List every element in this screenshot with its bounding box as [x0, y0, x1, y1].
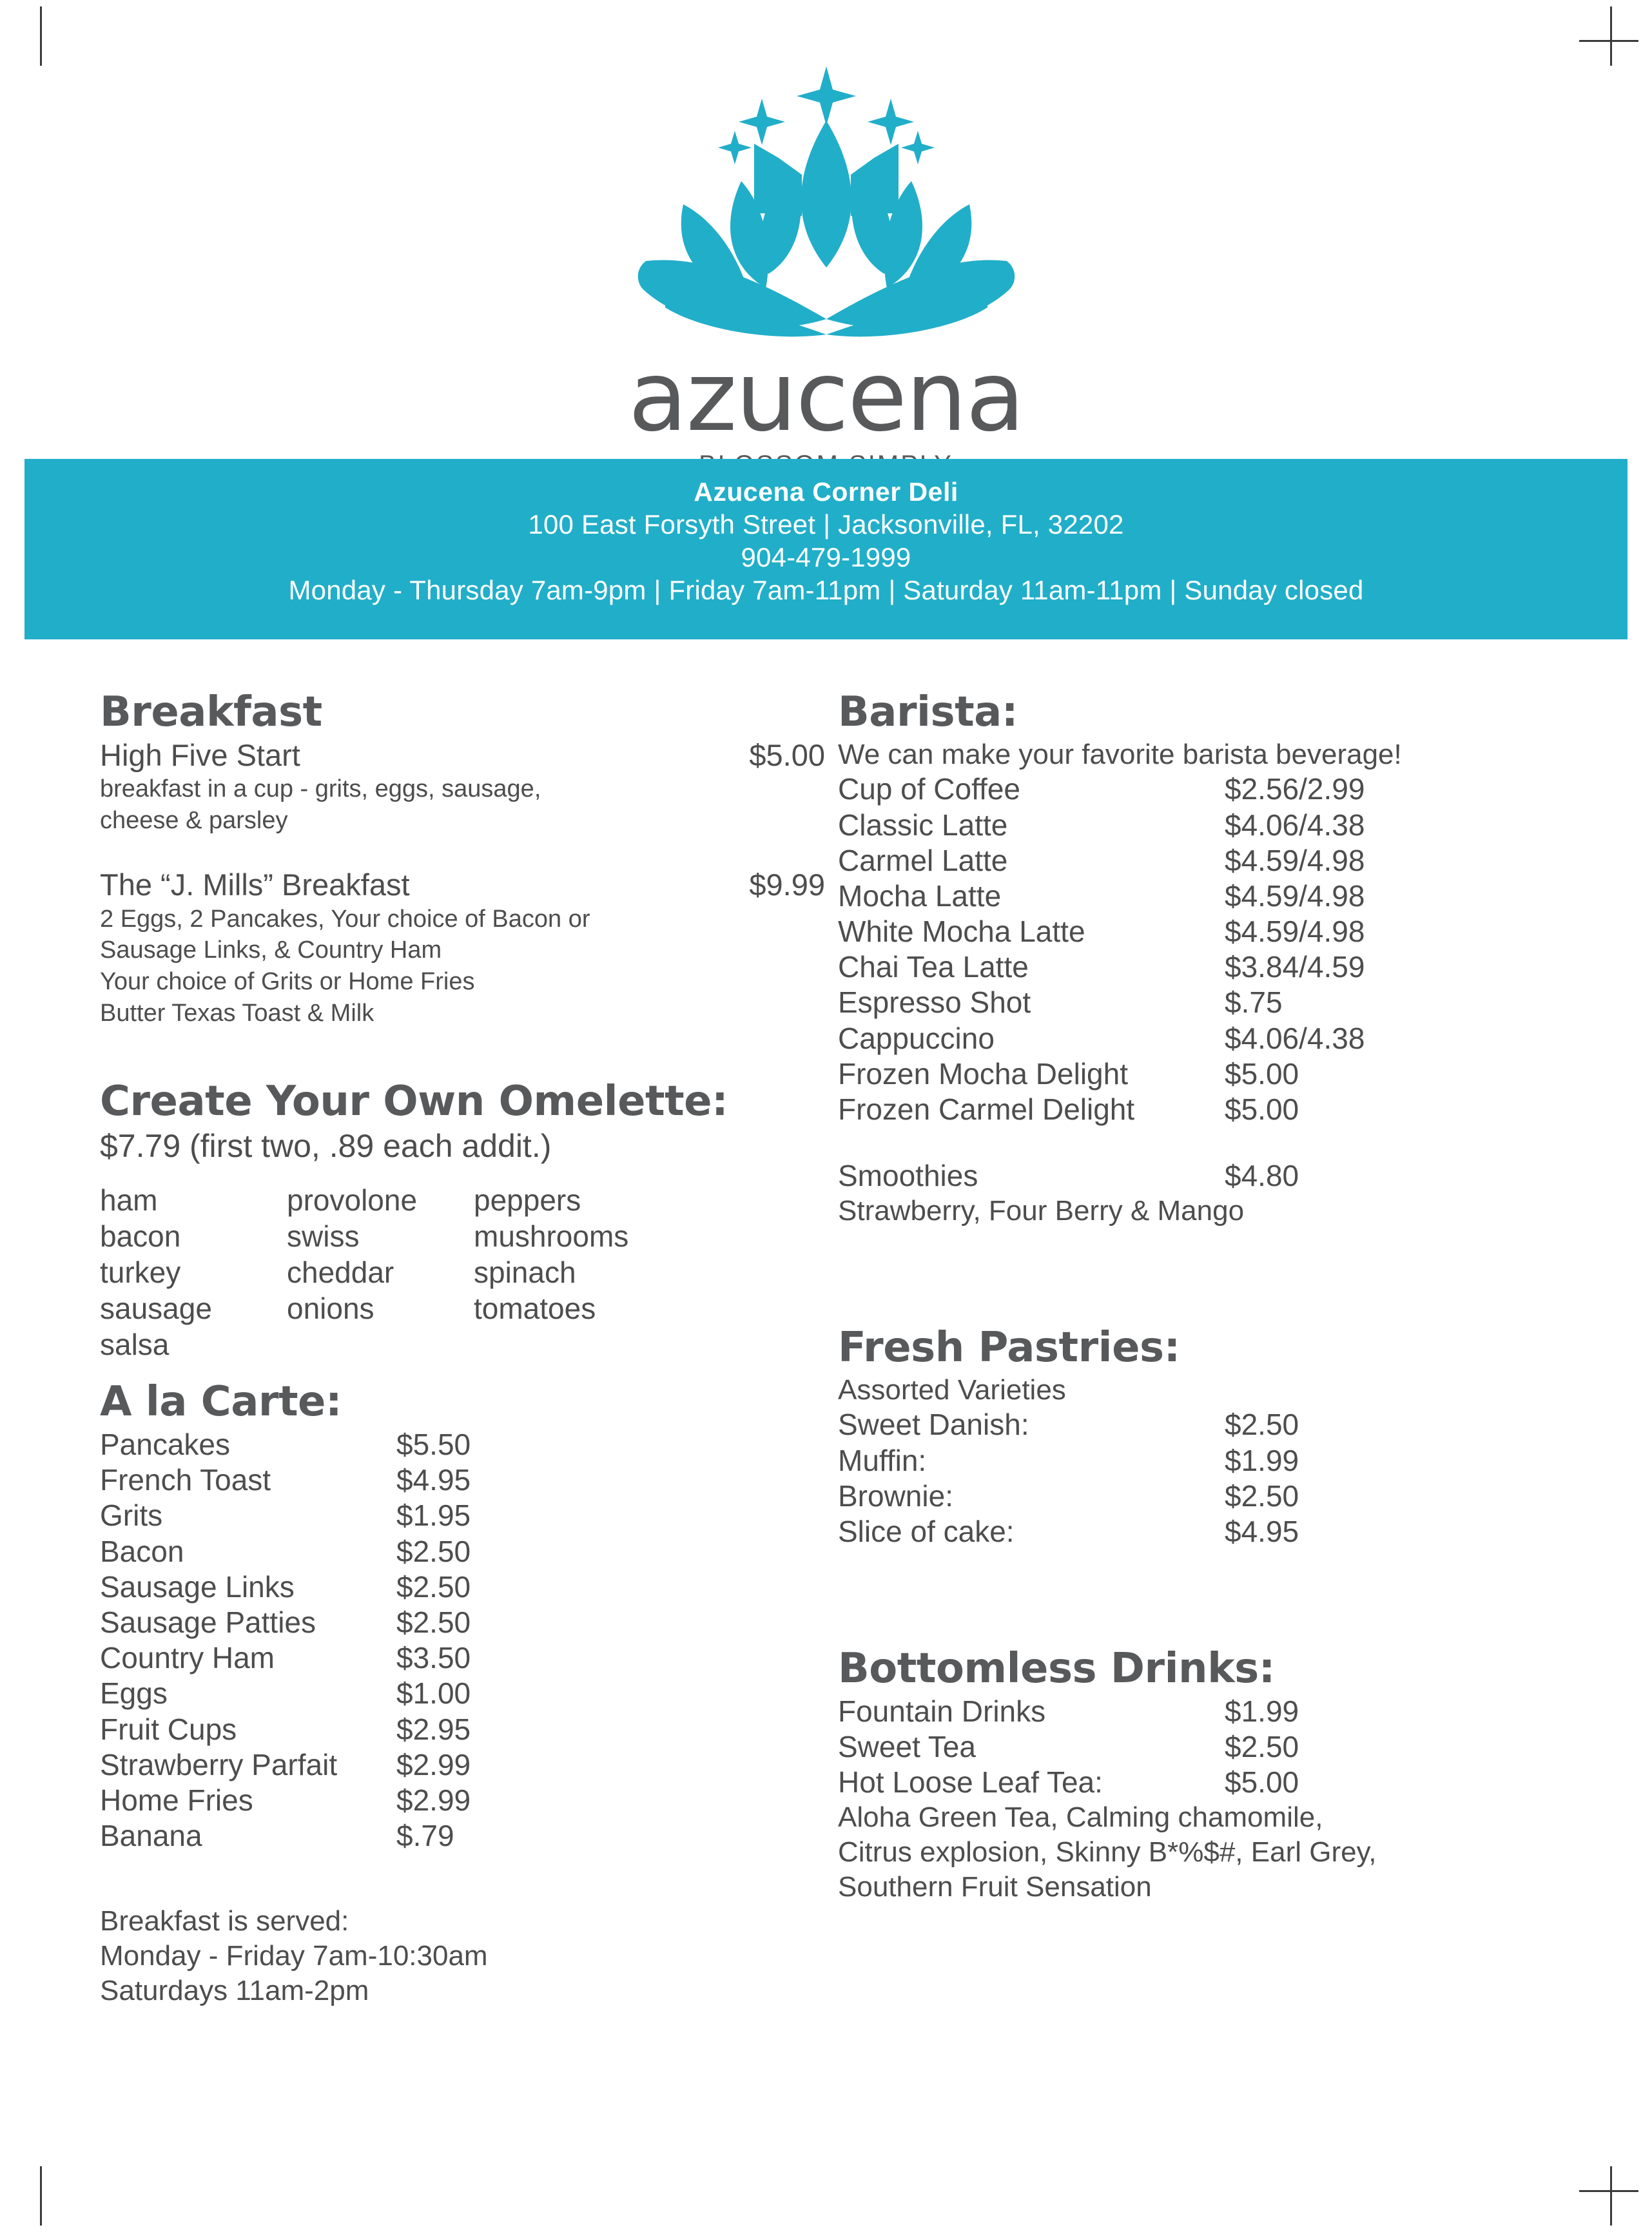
- item-price: $1.95: [396, 1499, 471, 1533]
- item-name: Fountain Drinks: [838, 1694, 1046, 1728]
- item-name: Sausage Links: [100, 1569, 295, 1604]
- left-column: [100, 690, 825, 2008]
- ingredient: tomatoes: [474, 1292, 596, 1326]
- price-row: [838, 1407, 1579, 1442]
- item-price: $2.50: [396, 1534, 471, 1568]
- item-description-line: cheese & parsley: [100, 806, 288, 834]
- section-alacarte-heading: A la Carte:: [100, 1378, 342, 1426]
- item-price: $2.50: [1225, 1479, 1299, 1513]
- item-name: Espresso Shot: [838, 985, 1031, 1020]
- ingredient: peppers: [474, 1183, 581, 1217]
- breakfast-served-heading: Breakfast is served:: [100, 1905, 349, 1937]
- item-price: $2.50: [1225, 1730, 1299, 1764]
- item-price: $3.50: [396, 1641, 471, 1675]
- ingredient: mushrooms: [474, 1219, 629, 1253]
- tea-list-line: Southern Fruit Sensation: [838, 1870, 1152, 1903]
- item-name: White Mocha Latte: [838, 915, 1085, 949]
- price-row: [838, 1479, 1579, 1514]
- pastries-list: [838, 1407, 1579, 1549]
- price-row: [838, 771, 1579, 807]
- price-row: [838, 1694, 1579, 1729]
- ingredient: swiss: [287, 1219, 360, 1253]
- item-price: $.79: [396, 1819, 454, 1853]
- price-row: [838, 1056, 1579, 1092]
- item-price: $1.00: [396, 1676, 471, 1711]
- item-price: $4.95: [1225, 1514, 1299, 1548]
- price-row: [838, 914, 1579, 949]
- price-row: [100, 1676, 825, 1711]
- lotus-flower-icon: [568, 61, 1084, 345]
- crop-mark-top-left-v: [40, 6, 42, 66]
- price-row: [838, 843, 1579, 878]
- business-name: Azucena Corner Deli: [694, 477, 958, 507]
- item-name: Strawberry Parfait: [100, 1747, 338, 1781]
- item-name: The “J. Mills” Breakfast: [100, 868, 410, 902]
- brand-name: azucena: [628, 341, 1024, 453]
- tea-list-line: Citrus explosion, Skinny B*%$#, Earl Grey,: [838, 1836, 1377, 1868]
- ingredient: salsa: [100, 1328, 170, 1362]
- ingredient: spinach: [474, 1256, 576, 1290]
- item-name: Hot Loose Leaf Tea:: [838, 1765, 1103, 1800]
- item-name: Pancakes: [100, 1428, 231, 1462]
- item-description-line: breakfast in a cup - grits, eggs, sausage,: [100, 775, 541, 803]
- alacarte-list: [100, 1427, 825, 1854]
- crop-mark-bottom-right-h: [1579, 2190, 1638, 2192]
- item-name: Cup of Coffee: [838, 772, 1021, 806]
- item-price: $5.00: [1225, 1092, 1299, 1127]
- info-bar: [24, 459, 1628, 639]
- ingredient: onions: [287, 1292, 374, 1326]
- item-price: $3.84/4.59: [1225, 950, 1365, 984]
- price-row: [100, 1534, 825, 1569]
- item-description-line: Your choice of Grits or Home Fries: [100, 967, 475, 995]
- ingredient: ham: [100, 1183, 158, 1217]
- item-name: French Toast: [100, 1463, 271, 1497]
- item-name: Chai Tea Latte: [838, 950, 1029, 984]
- item-name: High Five Start: [100, 737, 300, 772]
- section-omelette-heading: Create Your Own Omelette:: [100, 1078, 728, 1126]
- section-barista-heading: Barista:: [838, 688, 1018, 736]
- omelette-price: $7.79 (first two, .89 each addit.): [100, 1127, 552, 1164]
- business-phone: 904-479-1999: [741, 542, 911, 573]
- item-name: Cappuccino: [838, 1021, 995, 1055]
- logo: [0, 61, 1652, 480]
- item-price: $4.59/4.98: [1225, 878, 1365, 913]
- price-row: [838, 878, 1579, 914]
- price-row: [838, 1158, 1579, 1194]
- price-row: [838, 1021, 1579, 1056]
- item-name: Eggs: [100, 1676, 168, 1711]
- item-price: $4.95: [396, 1463, 471, 1497]
- price-row: [100, 1712, 825, 1747]
- item-price: $.75: [1225, 985, 1283, 1020]
- item-price: $4.06/4.38: [1225, 808, 1365, 842]
- price-row: [100, 1605, 825, 1640]
- item-description-line: 2 Eggs, 2 Pancakes, Your choice of Bacon or: [100, 905, 590, 933]
- item-price: $5.00: [1225, 1056, 1299, 1091]
- item-price: $5.50: [396, 1428, 471, 1462]
- crop-mark-bottom-left-v: [40, 2166, 42, 2226]
- item-name: Smoothies: [838, 1159, 978, 1193]
- breakfast-served-line: Monday - Friday 7am-10:30am: [100, 1940, 488, 1972]
- item-name: Classic Latte: [838, 808, 1008, 842]
- tea-list-line: Aloha Green Tea, Calming chamomile,: [838, 1801, 1323, 1834]
- item-price: $2.95: [396, 1712, 471, 1746]
- barista-intro: We can make your favorite barista beverage!: [838, 738, 1402, 770]
- pastries-subtitle: Assorted Varieties: [838, 1373, 1066, 1406]
- price-row: [100, 1498, 825, 1533]
- price-row: [100, 1783, 825, 1818]
- price-row: [838, 949, 1579, 985]
- menu-item: [100, 737, 825, 837]
- crop-mark-top-right-h: [1579, 40, 1638, 42]
- price-row: [838, 1765, 1579, 1800]
- price-row: [100, 1569, 825, 1605]
- price-row: [838, 985, 1579, 1020]
- item-price: $2.50: [1225, 1408, 1299, 1442]
- menu-item: [100, 867, 825, 1029]
- item-price: $4.59/4.98: [1225, 915, 1365, 949]
- item-name: Banana: [100, 1819, 202, 1853]
- item-name: Carmel Latte: [838, 843, 1008, 877]
- item-price: $1.99: [1225, 1443, 1299, 1477]
- price-row: [100, 1640, 825, 1676]
- breakfast-served-line: Saturdays 11am-2pm: [100, 1974, 369, 2006]
- right-column: [838, 690, 1579, 1904]
- price-row: [100, 1818, 825, 1854]
- item-name: Frozen Mocha Delight: [838, 1056, 1128, 1091]
- item-price: $4.59/4.98: [1225, 843, 1365, 877]
- item-name: Bacon: [100, 1534, 184, 1568]
- item-name: Country Ham: [100, 1641, 275, 1675]
- item-description-line: Sausage Links, & Country Ham: [100, 936, 442, 964]
- item-name: Brownie:: [838, 1479, 953, 1513]
- item-name: Sweet Danish:: [838, 1408, 1029, 1442]
- price-row: [100, 1427, 825, 1462]
- price-row: [838, 1514, 1579, 1549]
- crop-mark-top-right-v: [1610, 6, 1612, 66]
- section-breakfast-heading: Breakfast: [100, 688, 322, 736]
- item-price: $5.00: [1225, 1765, 1299, 1800]
- price-row: [838, 1443, 1579, 1479]
- item-name: Muffin:: [838, 1443, 927, 1477]
- smoothies-list: [838, 1158, 1579, 1194]
- item-name: Slice of cake:: [838, 1514, 1015, 1548]
- ingredient: turkey: [100, 1256, 181, 1290]
- item-name: Mocha Latte: [838, 878, 1002, 913]
- price-row: [838, 1092, 1579, 1127]
- item-price: $5.00: [749, 737, 825, 772]
- omelette-ingredients: [100, 1182, 825, 1363]
- item-price: $2.99: [396, 1783, 471, 1817]
- item-price: $1.99: [1225, 1694, 1299, 1728]
- item-price: $2.50: [396, 1569, 471, 1604]
- item-price: $2.99: [396, 1747, 471, 1781]
- business-hours: Monday - Thursday 7am-9pm | Friday 7am-11pm | Saturday 11am-11pm | Sunday closed: [288, 575, 1364, 606]
- business-address: 100 East Forsyth Street | Jacksonville, FL, 32202: [528, 509, 1124, 540]
- ingredient: cheddar: [287, 1256, 394, 1290]
- ingredient: bacon: [100, 1219, 181, 1253]
- item-price: $9.99: [749, 868, 825, 902]
- section-drinks-heading: Bottomless Drinks:: [838, 1645, 1275, 1693]
- ingredient: provolone: [287, 1183, 418, 1217]
- barista-list: [838, 771, 1579, 1127]
- smoothies-description: Strawberry, Four Berry & Mango: [838, 1195, 1245, 1227]
- price-row: [838, 808, 1579, 843]
- price-row: [100, 1462, 825, 1498]
- item-name: Sweet Tea: [838, 1730, 976, 1764]
- price-row: [838, 1729, 1579, 1765]
- item-price: $2.50: [396, 1606, 471, 1640]
- item-price: $4.06/4.38: [1225, 1021, 1365, 1055]
- price-row: [100, 1747, 825, 1783]
- item-name: Home Fries: [100, 1783, 253, 1817]
- section-pastries-heading: Fresh Pastries:: [838, 1324, 1180, 1372]
- crop-mark-bottom-right-v: [1610, 2166, 1612, 2226]
- drinks-list: [838, 1694, 1579, 1801]
- item-name: Frozen Carmel Delight: [838, 1092, 1135, 1127]
- item-name: Fruit Cups: [100, 1712, 237, 1746]
- item-price: $2.56/2.99: [1225, 772, 1365, 806]
- item-price: $4.80: [1225, 1159, 1299, 1193]
- ingredient: sausage: [100, 1292, 212, 1326]
- item-name: Sausage Patties: [100, 1606, 316, 1640]
- item-description-line: Butter Texas Toast & Milk: [100, 999, 374, 1027]
- item-name: Grits: [100, 1499, 163, 1533]
